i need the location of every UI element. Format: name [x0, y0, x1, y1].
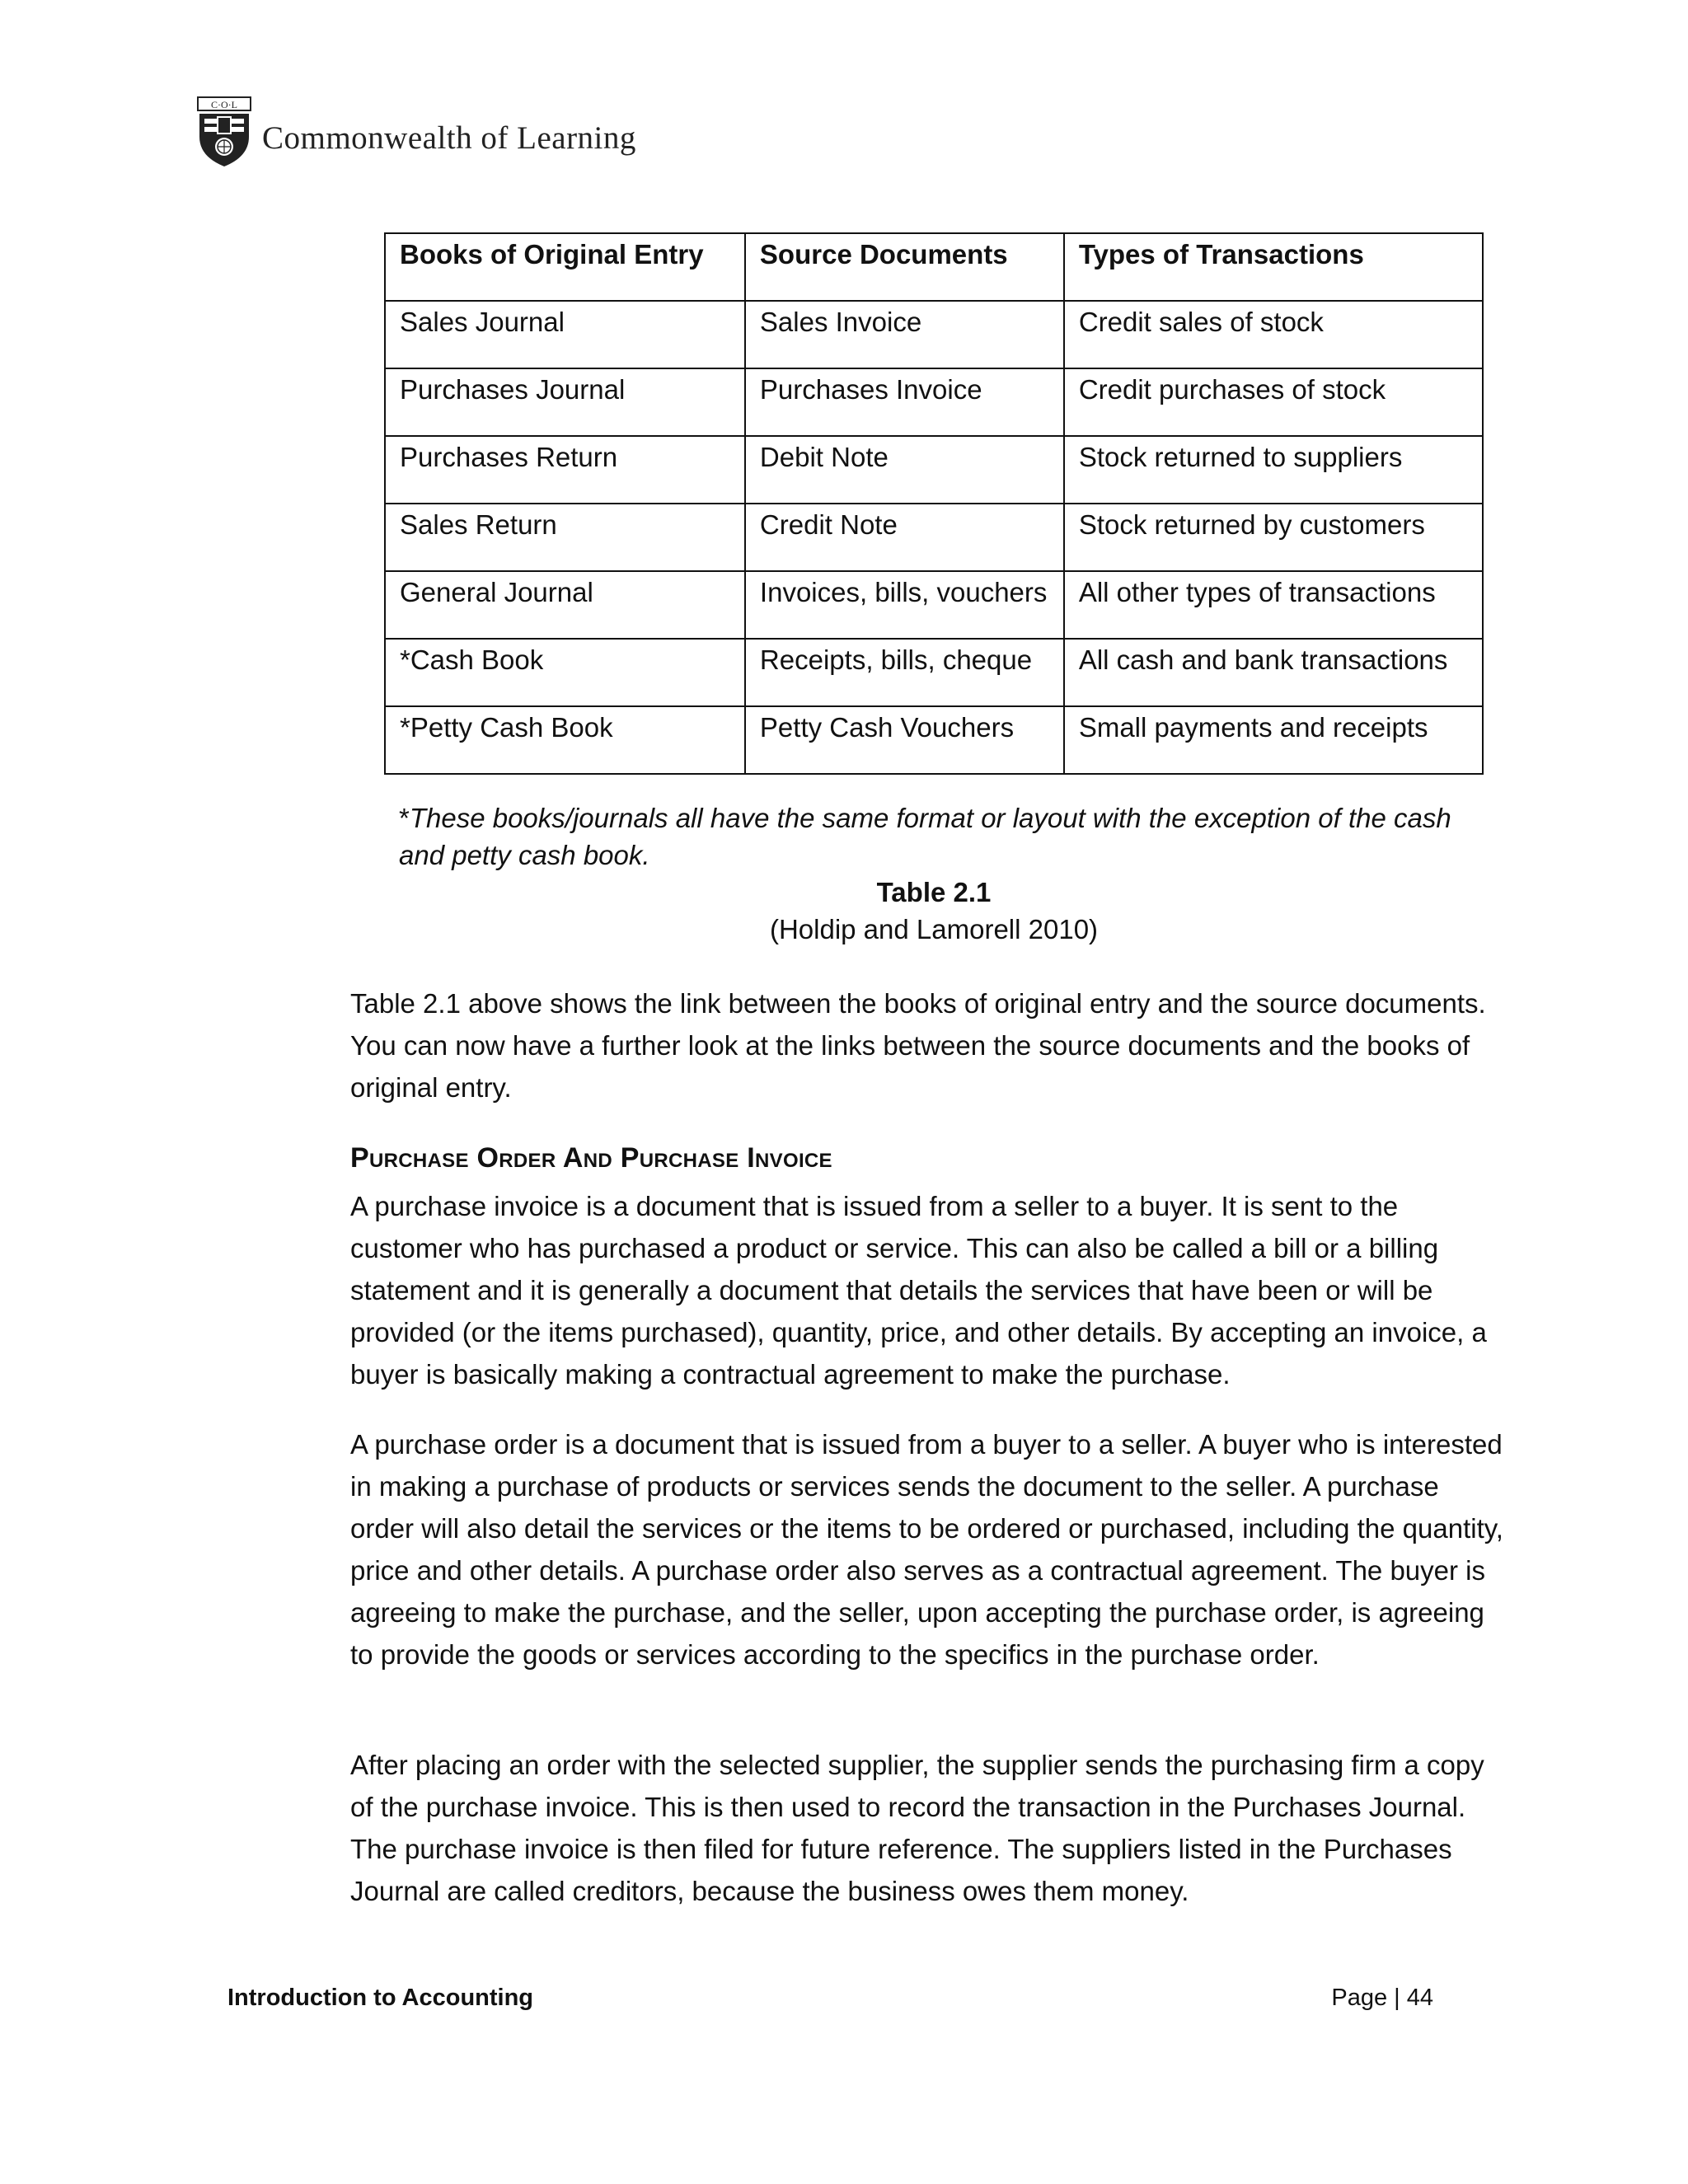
- page-number: Page | 44: [1331, 1985, 1433, 2011]
- table-cell: Purchases Invoice: [745, 368, 1064, 436]
- table-row: [385, 706, 1483, 774]
- table-cell: Invoices, bills, vouchers: [745, 571, 1064, 639]
- table-cell: Purchases Return: [385, 436, 745, 504]
- books-entry-table: [384, 232, 1484, 775]
- table-row: [385, 368, 1483, 436]
- table-cell: Purchases Journal: [385, 368, 745, 436]
- table-cell: Receipts, bills, cheque: [745, 639, 1064, 706]
- col-logo: [196, 96, 636, 168]
- table-cell: Credit Note: [745, 504, 1064, 571]
- table-cell: Petty Cash Vouchers: [745, 706, 1064, 774]
- table-cell: *Cash Book: [385, 639, 745, 706]
- paragraph-text: A purchase invoice is a document that is issued from a seller to a buyer. It is sent to the customer who has purchased a product or service. This can also be called a bill or a billing statement and it is generally a document that details the services that have been or will be provided (or the items purchased), quantity, price, and other details. By accepting an invoice, a buyer is basically making a contractual agreement to make the purchase.: [350, 1191, 1487, 1390]
- table-cell: Sales Journal: [385, 301, 745, 368]
- paragraph-text: After placing an order with the selected supplier, the supplier sends the purchasing firm a copy of the purchase invoice. This is then used to record the transaction in the Purchases Journal. The purchase invoice is then filed for future reference. The suppliers listed in the Purchases Journal are called creditors, because the business owes them money.: [350, 1750, 1484, 1906]
- table-cell: Stock returned to suppliers: [1064, 436, 1483, 504]
- table-cell: General Journal: [385, 571, 745, 639]
- table-cell: Credit purchases of stock: [1064, 368, 1483, 436]
- purchase-order-paragraph: [350, 1423, 1504, 1675]
- table-cell: Sales Invoice: [745, 301, 1064, 368]
- table-cell: Credit sales of stock: [1064, 301, 1483, 368]
- purchase-invoice-paragraph: [350, 1185, 1504, 1395]
- table-header-row: [385, 233, 1483, 301]
- col-crest-icon: [196, 96, 252, 168]
- caption-title: Table 2.1: [876, 877, 992, 907]
- caption-citation: (Holdip and Lamorell 2010): [769, 914, 1099, 944]
- footnote-star: *: [399, 803, 410, 833]
- section-heading: Purchase Order And Purchase Invoice: [350, 1142, 832, 1174]
- table-row: [385, 639, 1483, 706]
- table-cell: Small payments and receipts: [1064, 706, 1483, 774]
- footer-title: Introduction to Accounting: [227, 1985, 534, 2011]
- table-row: [385, 504, 1483, 571]
- footnote-text: These books/journals all have the same format or layout with the exception of the cash and petty cash book.: [399, 803, 1451, 870]
- table-row: [385, 571, 1483, 639]
- table-caption: [384, 874, 1484, 948]
- table-cell: All cash and bank transactions: [1064, 639, 1483, 706]
- table-header-cell: Books of Original Entry: [385, 233, 745, 301]
- logo-wordmark: Commonwealth of Learning: [262, 120, 636, 156]
- table-row: [385, 301, 1483, 368]
- table-header-cell: Source Documents: [745, 233, 1064, 301]
- table-cell: *Petty Cash Book: [385, 706, 745, 774]
- supplier-paragraph: [350, 1744, 1504, 1912]
- table-footnote: [399, 799, 1495, 874]
- table-row: [385, 436, 1483, 504]
- table-cell: Stock returned by customers: [1064, 504, 1483, 571]
- table-cell: Sales Return: [385, 504, 745, 571]
- intro-paragraph: [350, 982, 1504, 1108]
- table-cell: All other types of transactions: [1064, 571, 1483, 639]
- logo-badge-text: C·O·L: [211, 99, 237, 110]
- paragraph-text: A purchase order is a document that is issued from a buyer to a seller. A buyer who is interested in making a purchase of products or services sends the document to the seller. A purchase order will also detail the services or the items to be ordered or purchased, including the quantity, price and other details. A purchase order also serves as a contractual agreement. The buyer is agreeing to make the purchase, and the seller, upon accepting the purchase order, is agreeing to provide the goods or services according to the specifics in the purchase order.: [350, 1429, 1503, 1670]
- intro-text: Table 2.1 above shows the link between the books of original entry and the source documents. You can now have a further look at the links between the source documents and the books of original entry.: [350, 988, 1486, 1103]
- table-header-cell: Types of Transactions: [1064, 233, 1483, 301]
- table-cell: Debit Note: [745, 436, 1064, 504]
